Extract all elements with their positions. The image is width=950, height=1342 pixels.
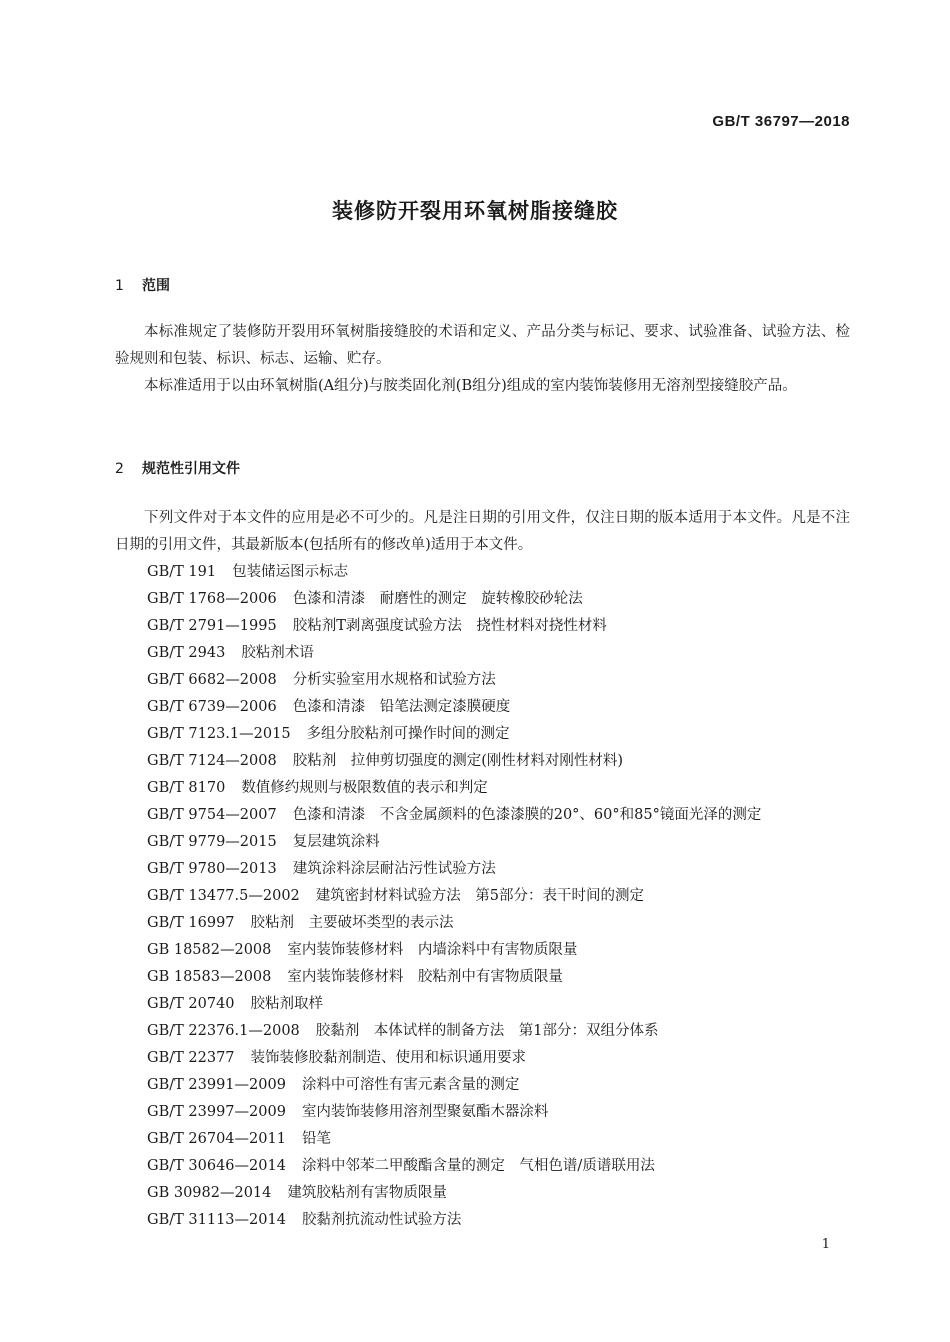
document-title: 装修防开裂用环氧树脂接缝胶 [332, 199, 618, 223]
reference-item [147, 613, 761, 640]
reference-title: 胶粘剂 主要破坏类型的表示法 [250, 915, 454, 931]
reference-code: GB/T 16997 [147, 915, 235, 931]
reference-item [147, 910, 761, 937]
reference-item [147, 1099, 761, 1126]
reference-item [147, 1045, 761, 1072]
reference-title: 装饰装修胶黏剂制造、使用和标识通用要求 [250, 1050, 527, 1066]
reference-item [147, 748, 761, 775]
reference-item [147, 883, 761, 910]
reference-title: 建筑胶粘剂有害物质限量 [287, 1185, 447, 1201]
references-intro-paragraph: 下列文件对于本文件的应用是必不可少的。凡是注日期的引用文件，仅注日期的版本适用于本文件。凡是不注日期的引用文件，其最新版本(包括所有的修改单)适用于本文件。 [115, 510, 850, 553]
reference-list [147, 559, 761, 1234]
reference-item [147, 1153, 761, 1180]
reference-item [147, 694, 761, 721]
reference-code: GB/T 2943 [147, 645, 226, 661]
reference-code: GB/T 8170 [147, 780, 226, 796]
reference-code: GB/T 23997—2009 [147, 1104, 286, 1120]
reference-code: GB/T 6739—2006 [147, 699, 277, 715]
reference-title: 复层建筑涂料 [292, 834, 380, 850]
reference-item [147, 1180, 761, 1207]
section-heading-scope [115, 275, 170, 295]
reference-item [147, 1018, 761, 1045]
reference-title: 胶粘剂取样 [250, 996, 324, 1012]
standard-code: GB/T 36797—2018 [712, 113, 850, 130]
reference-title: 胶黏剂抗流动性试验方法 [301, 1212, 462, 1228]
section-title: 规范性引用文件 [142, 461, 240, 477]
reference-title: 包装储运图示标志 [232, 564, 349, 580]
reference-code: GB/T 9779—2015 [147, 834, 277, 850]
reference-title: 建筑密封材料试验方法 第5部分：表干时间的测定 [315, 888, 645, 904]
reference-code: GB/T 7123.1—2015 [147, 726, 291, 742]
reference-title: 多组分胶粘剂可操作时间的测定 [306, 726, 510, 742]
reference-code: GB/T 9780—2013 [147, 861, 277, 877]
reference-code: GB/T 7124—2008 [147, 753, 277, 769]
reference-title: 建筑涂料涂层耐沾污性试验方法 [292, 861, 496, 877]
reference-code: GB 18582—2008 [147, 942, 272, 958]
scope-paragraph-2: 本标准适用于以由环氧树脂(A组分)与胺类固化剂(B组分)组成的室内装饰装修用无溶剂型接缝胶产品。 [144, 378, 797, 394]
reference-code: GB/T 6682—2008 [147, 672, 277, 688]
reference-title: 室内装饰装修材料 内墙涂料中有害物质限量 [287, 942, 578, 958]
reference-title: 涂料中邻苯二甲酸酯含量的测定 气相色谱/质谱联用法 [301, 1158, 655, 1174]
reference-item [147, 1126, 761, 1153]
reference-code: GB 30982—2014 [147, 1185, 272, 1201]
reference-title: 胶粘剂术语 [241, 645, 314, 661]
reference-title: 室内装饰装修材料 胶粘剂中有害物质限量 [287, 969, 563, 985]
reference-code: GB/T 22377 [147, 1050, 235, 1066]
reference-title: 分析实验室用水规格和试验方法 [292, 672, 496, 688]
reference-title: 数值修约规则与极限数值的表示和判定 [241, 780, 488, 796]
reference-code: GB/T 26704—2011 [147, 1131, 286, 1147]
section-title: 范围 [142, 278, 170, 294]
reference-code: GB/T 31113—2014 [147, 1212, 286, 1228]
reference-code: GB/T 191 [147, 564, 217, 580]
reference-item [147, 829, 761, 856]
reference-code: GB/T 1768—2006 [147, 591, 277, 607]
reference-item [147, 1072, 761, 1099]
reference-code: GB/T 22376.1—2008 [147, 1023, 300, 1039]
reference-title: 室内装饰装修用溶剂型聚氨酯木器涂料 [301, 1104, 549, 1120]
reference-item [147, 964, 761, 991]
reference-code: GB/T 13477.5—2002 [147, 888, 300, 904]
page-number: 1 [821, 1237, 830, 1252]
reference-code: GB 18583—2008 [147, 969, 272, 985]
scope-paragraph-1: 本标准规定了装修防开裂用环氧树脂接缝胶的术语和定义、产品分类与标记、要求、试验准备、试验方法、检验规则和包装、标识、标志、运输、贮存。 [115, 324, 850, 367]
reference-code: GB/T 9754—2007 [147, 807, 277, 823]
reference-title: 涂料中可溶性有害元素含量的测定 [301, 1077, 520, 1093]
reference-item [147, 667, 761, 694]
reference-item [147, 721, 761, 748]
reference-item [147, 559, 761, 586]
reference-title: 胶黏剂 本体试样的制备方法 第1部分：双组分体系 [315, 1023, 659, 1039]
reference-title: 铅笔 [301, 1131, 331, 1147]
reference-code: GB/T 2791—1995 [147, 618, 277, 634]
reference-title: 胶粘剂T剥离强度试验方法 挠性材料对挠性材料 [292, 618, 607, 634]
reference-title: 色漆和清漆 铅笔法测定漆膜硬度 [292, 699, 511, 715]
reference-item [147, 802, 761, 829]
reference-code: GB/T 20740 [147, 996, 235, 1012]
reference-title: 胶粘剂 拉伸剪切强度的测定(刚性材料对刚性材料) [292, 753, 624, 769]
reference-item [147, 775, 761, 802]
reference-code: GB/T 23991—2009 [147, 1077, 286, 1093]
reference-item [147, 856, 761, 883]
reference-title: 色漆和清漆 耐磨性的测定 旋转橡胶砂轮法 [292, 591, 583, 607]
reference-item [147, 937, 761, 964]
reference-item [147, 640, 761, 667]
reference-title: 色漆和清漆 不含金属颜料的色漆漆膜的20°、60°和85°镜面光泽的测定 [292, 807, 762, 823]
section-number: 1 [115, 278, 124, 294]
reference-item [147, 586, 761, 613]
reference-code: GB/T 30646—2014 [147, 1158, 286, 1174]
section-number: 2 [115, 461, 124, 477]
reference-item [147, 991, 761, 1018]
reference-item [147, 1207, 761, 1234]
section-heading-normative-references [115, 458, 240, 478]
